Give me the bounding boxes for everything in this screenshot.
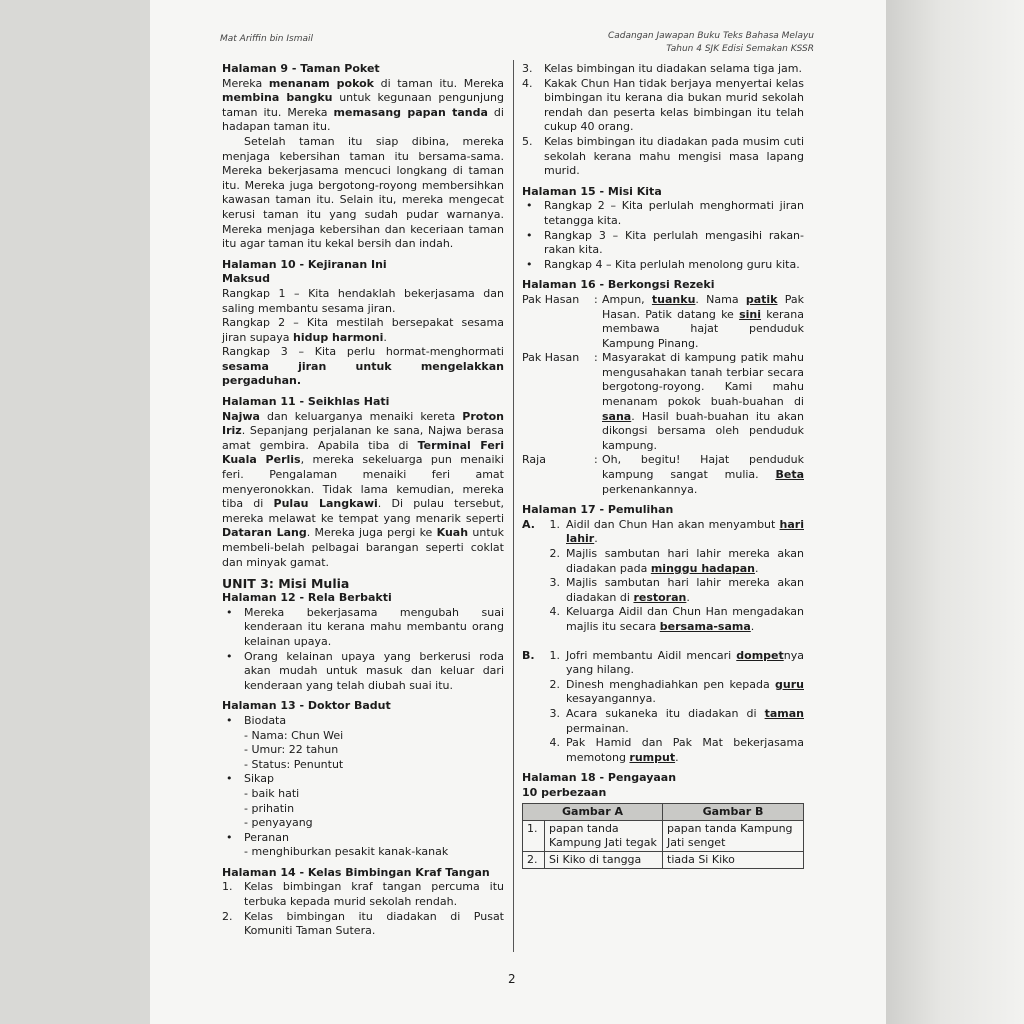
section-title: Halaman 12 - Rela Berbakti — [222, 591, 392, 605]
column-divider — [513, 60, 514, 952]
list-item: 3. Kelas bimbingan itu diadakan selama tiga jam. — [522, 62, 802, 75]
section-halaman-16 — [522, 278, 804, 497]
table-row — [523, 820, 804, 851]
section-title: Halaman 9 - Taman Poket — [222, 62, 380, 75]
paragraph: Mereka menanam pokok di taman itu. Mereka membina bangku untuk kegunaan pengunjung taman itu. Mereka memasang papan tanda di hadapan taman itu. — [222, 76, 504, 134]
list-subitem: - Nama: Chun Wei — [244, 728, 344, 742]
section-halaman-11 — [222, 395, 504, 570]
section-halaman-13 — [222, 699, 504, 860]
section-halaman-10 — [222, 258, 504, 389]
section-halaman-18 — [522, 771, 804, 868]
section-halaman-14-continued — [522, 62, 804, 179]
list-subitem: - baik hati — [244, 786, 300, 800]
exercise-item: 3. Majlis sambutan hari lahir mereka akan diadakan di restoran. — [549, 576, 804, 604]
row-number: 2. — [523, 851, 545, 868]
left-column — [222, 62, 504, 939]
list-item: • Orang kelainan upaya yang berkerusi roda akan mudah untuk masuk dan keluar dari kenderaan yang telah diubah suai itu. — [226, 649, 504, 692]
exercise-item: 2. Majlis sambutan hari lahir mereka akan diadakan pada minggu hadapan. — [549, 547, 804, 575]
list-item: • Rangkap 2 – Kita perlulah menghormati jiran tetangga kita. — [526, 199, 804, 227]
section-title: Halaman 10 - Kejiranan Ini — [222, 257, 387, 271]
list-item: 5. Kelas bimbingan itu diadakan pada musim cuti sekolah kerana mahu mengisi masa lapang murid. — [522, 134, 804, 178]
unit-title: UNIT 3: Misi Mulia — [222, 576, 350, 592]
header-title-line-1: Cadangan Jawapan Buku Teks Bahasa Melayu — [607, 31, 814, 41]
list-subitem: - Umur: 22 tahun — [244, 743, 339, 757]
right-column — [522, 62, 804, 869]
list-item: • Rangkap 4 – Kita perlulah menolong guru kita. — [526, 257, 800, 271]
page-number: 2 — [508, 972, 516, 986]
list-item: 1. Kelas bimbingan kraf tangan percuma itu terbuka kepada murid sekolah rendah. — [222, 880, 504, 909]
section-halaman-12 — [222, 591, 504, 693]
row-number: 1. — [523, 820, 545, 851]
stanza-meaning: Rangkap 2 – Kita mestilah bersepakat sesama jiran supaya hidup harmoni. — [222, 316, 504, 344]
list-item: 4. Kakak Chun Han tidak berjaya menyertai kelas bimbingan itu kerana dia bukan murid sekolah rendah dan peserta kelas bimbingan itu telah cukup 40 orang. — [522, 76, 804, 134]
stanza-meaning: Rangkap 3 – Kita perlu hormat-menghormati sesama jiran untuk mengelakkan pergaduhan. — [222, 345, 504, 388]
table-header-row — [523, 803, 804, 820]
table-row — [523, 851, 804, 868]
dialogue-line: Pak Hasan : Ampun, tuanku. Nama patik Pak Hasan. Patik datang ke sini kerana membawa hajat penduduk Kampung Pinang. — [522, 292, 804, 350]
differences-table — [522, 803, 804, 869]
exercise-item: B. 1. Jofri membantu Aidil mencari dompetnya yang hilang. — [522, 648, 804, 677]
dialogue-line: Pak Hasan : Masyarakat di kampung patik mahu mengusahakan tanah terbiar secara bergotong-royong. Kami mahu menanam pokok buah-buahan di sana. Hasil buah-buahan itu akan dikongsi bersama oleh penduduk kampung. — [522, 351, 804, 452]
paragraph: Setelah taman itu siap dibina, mereka menjaga kebersihan taman itu bersama-sama. Mereka bekerjasama mencuci longkang di taman itu. Mereka juga bergotong-royong membersihkan kawasan taman itu. Selain itu, mereka mengecat kerusi taman itu yang sudah pudar warnanya. Mereka menjaga kebersihan dan keceriaan taman itu agar taman itu kekal bersih dan indah. — [222, 134, 504, 251]
exercise-item: A. 1. Aidil dan Chun Han akan menyambut hari lahir. — [522, 517, 804, 546]
paragraph: Najwa dan keluarganya menaiki kereta Proton Iriz. Sepanjang perjalanan ke sana, Najwa berasa amat gembira. Apabila tiba di Terminal Feri Kuala Perlis, mereka sekeluarga pun menaiki feri. Pengalaman menaiki feri amat menyeronokkan. Tidak lama kemudian, mereka tiba di Pulau Langkawi. Di pulau tersebut, mereka melawat ke tempat yang menarik seperti Dataran Lang. Mereka juga pergi ke Kuah untuk membeli-belah pelbagai barangan seperti coklat dan minyak gamat. — [222, 409, 504, 569]
section-subtitle: Maksud — [222, 272, 270, 286]
list-item: • Peranan — [226, 830, 289, 844]
list-subitem: - menghiburkan pesakit kanak-kanak — [244, 845, 449, 859]
section-title: Halaman 14 - Kelas Bimbingan Kraf Tangan — [222, 865, 490, 879]
list-subitem: - Status: Penuntut — [244, 757, 344, 771]
list-item: 2. Kelas bimbingan itu diadakan di Pusat Komuniti Taman Sutera. — [222, 909, 504, 938]
section-title: Halaman 15 - Misi Kita — [522, 184, 662, 198]
section-halaman-17 — [522, 503, 804, 765]
section-title: Halaman 17 - Pemulihan — [522, 503, 674, 517]
exercise-item: 2. Dinesh menghadiahkan pen kepada guru kesayangannya. — [549, 677, 804, 706]
stanza-meaning: Rangkap 1 – Kita hendaklah bekerjasama dan saling membantu sesama jiran. — [222, 286, 504, 315]
section-title: Halaman 16 - Berkongsi Rezeki — [522, 278, 715, 292]
list-item: • Sikap — [226, 772, 274, 786]
section-halaman-9 — [222, 62, 504, 252]
list-item: • Mereka bekerjasama mengubah suai kenderaan itu kerana mahu membantu orang kelainan upaya. — [226, 605, 504, 648]
column-header-gambar-a: Gambar A — [523, 803, 663, 820]
list-item: • Biodata — [226, 713, 287, 727]
exercise-item: 4. Keluarga Aidil dan Chun Han mengadakan majlis itu secara bersama-sama. — [549, 605, 804, 633]
cell-gambar-a: papan tanda Kampung Jati tegak — [545, 820, 663, 851]
exercise-item: 4. Pak Hamid dan Pak Mat bekerjasama memotong rumput. — [549, 736, 804, 764]
header-title-line-2: Tahun 4 SJK Edisi Semakan KSSR — [666, 44, 814, 54]
header-book-title — [514, 30, 814, 56]
section-halaman-15 — [522, 185, 804, 273]
page-binding-shadow — [886, 0, 1024, 1024]
column-header-gambar-b: Gambar B — [663, 803, 804, 820]
section-title: Halaman 18 - Pengayaan — [522, 771, 677, 785]
section-title: Halaman 13 - Doktor Badut — [222, 699, 391, 713]
cell-gambar-b: papan tanda Kampung Jati senget — [663, 820, 804, 851]
list-subitem: - penyayang — [244, 816, 313, 830]
cell-gambar-a: Si Kiko di tangga — [545, 851, 663, 868]
section-halaman-14 — [222, 866, 504, 939]
list-subitem: - prihatin — [244, 801, 295, 815]
section-subtitle: 10 perbezaan — [522, 785, 607, 799]
section-title: Halaman 11 - Seikhlas Hati — [222, 395, 390, 409]
cell-gambar-b: tiada Si Kiko — [663, 851, 804, 868]
header-author: Mat Ariffin bin Ismail — [220, 34, 313, 44]
exercise-item: 3. Acara sukaneka itu diadakan di taman permainan. — [549, 706, 804, 735]
dialogue-line: Raja : Oh, begitu! Hajat penduduk kampung sangat mulia. Beta perkenankannya. — [522, 453, 804, 496]
list-item: • Rangkap 3 – Kita perlulah mengasihi rakan-rakan kita. — [526, 228, 804, 257]
